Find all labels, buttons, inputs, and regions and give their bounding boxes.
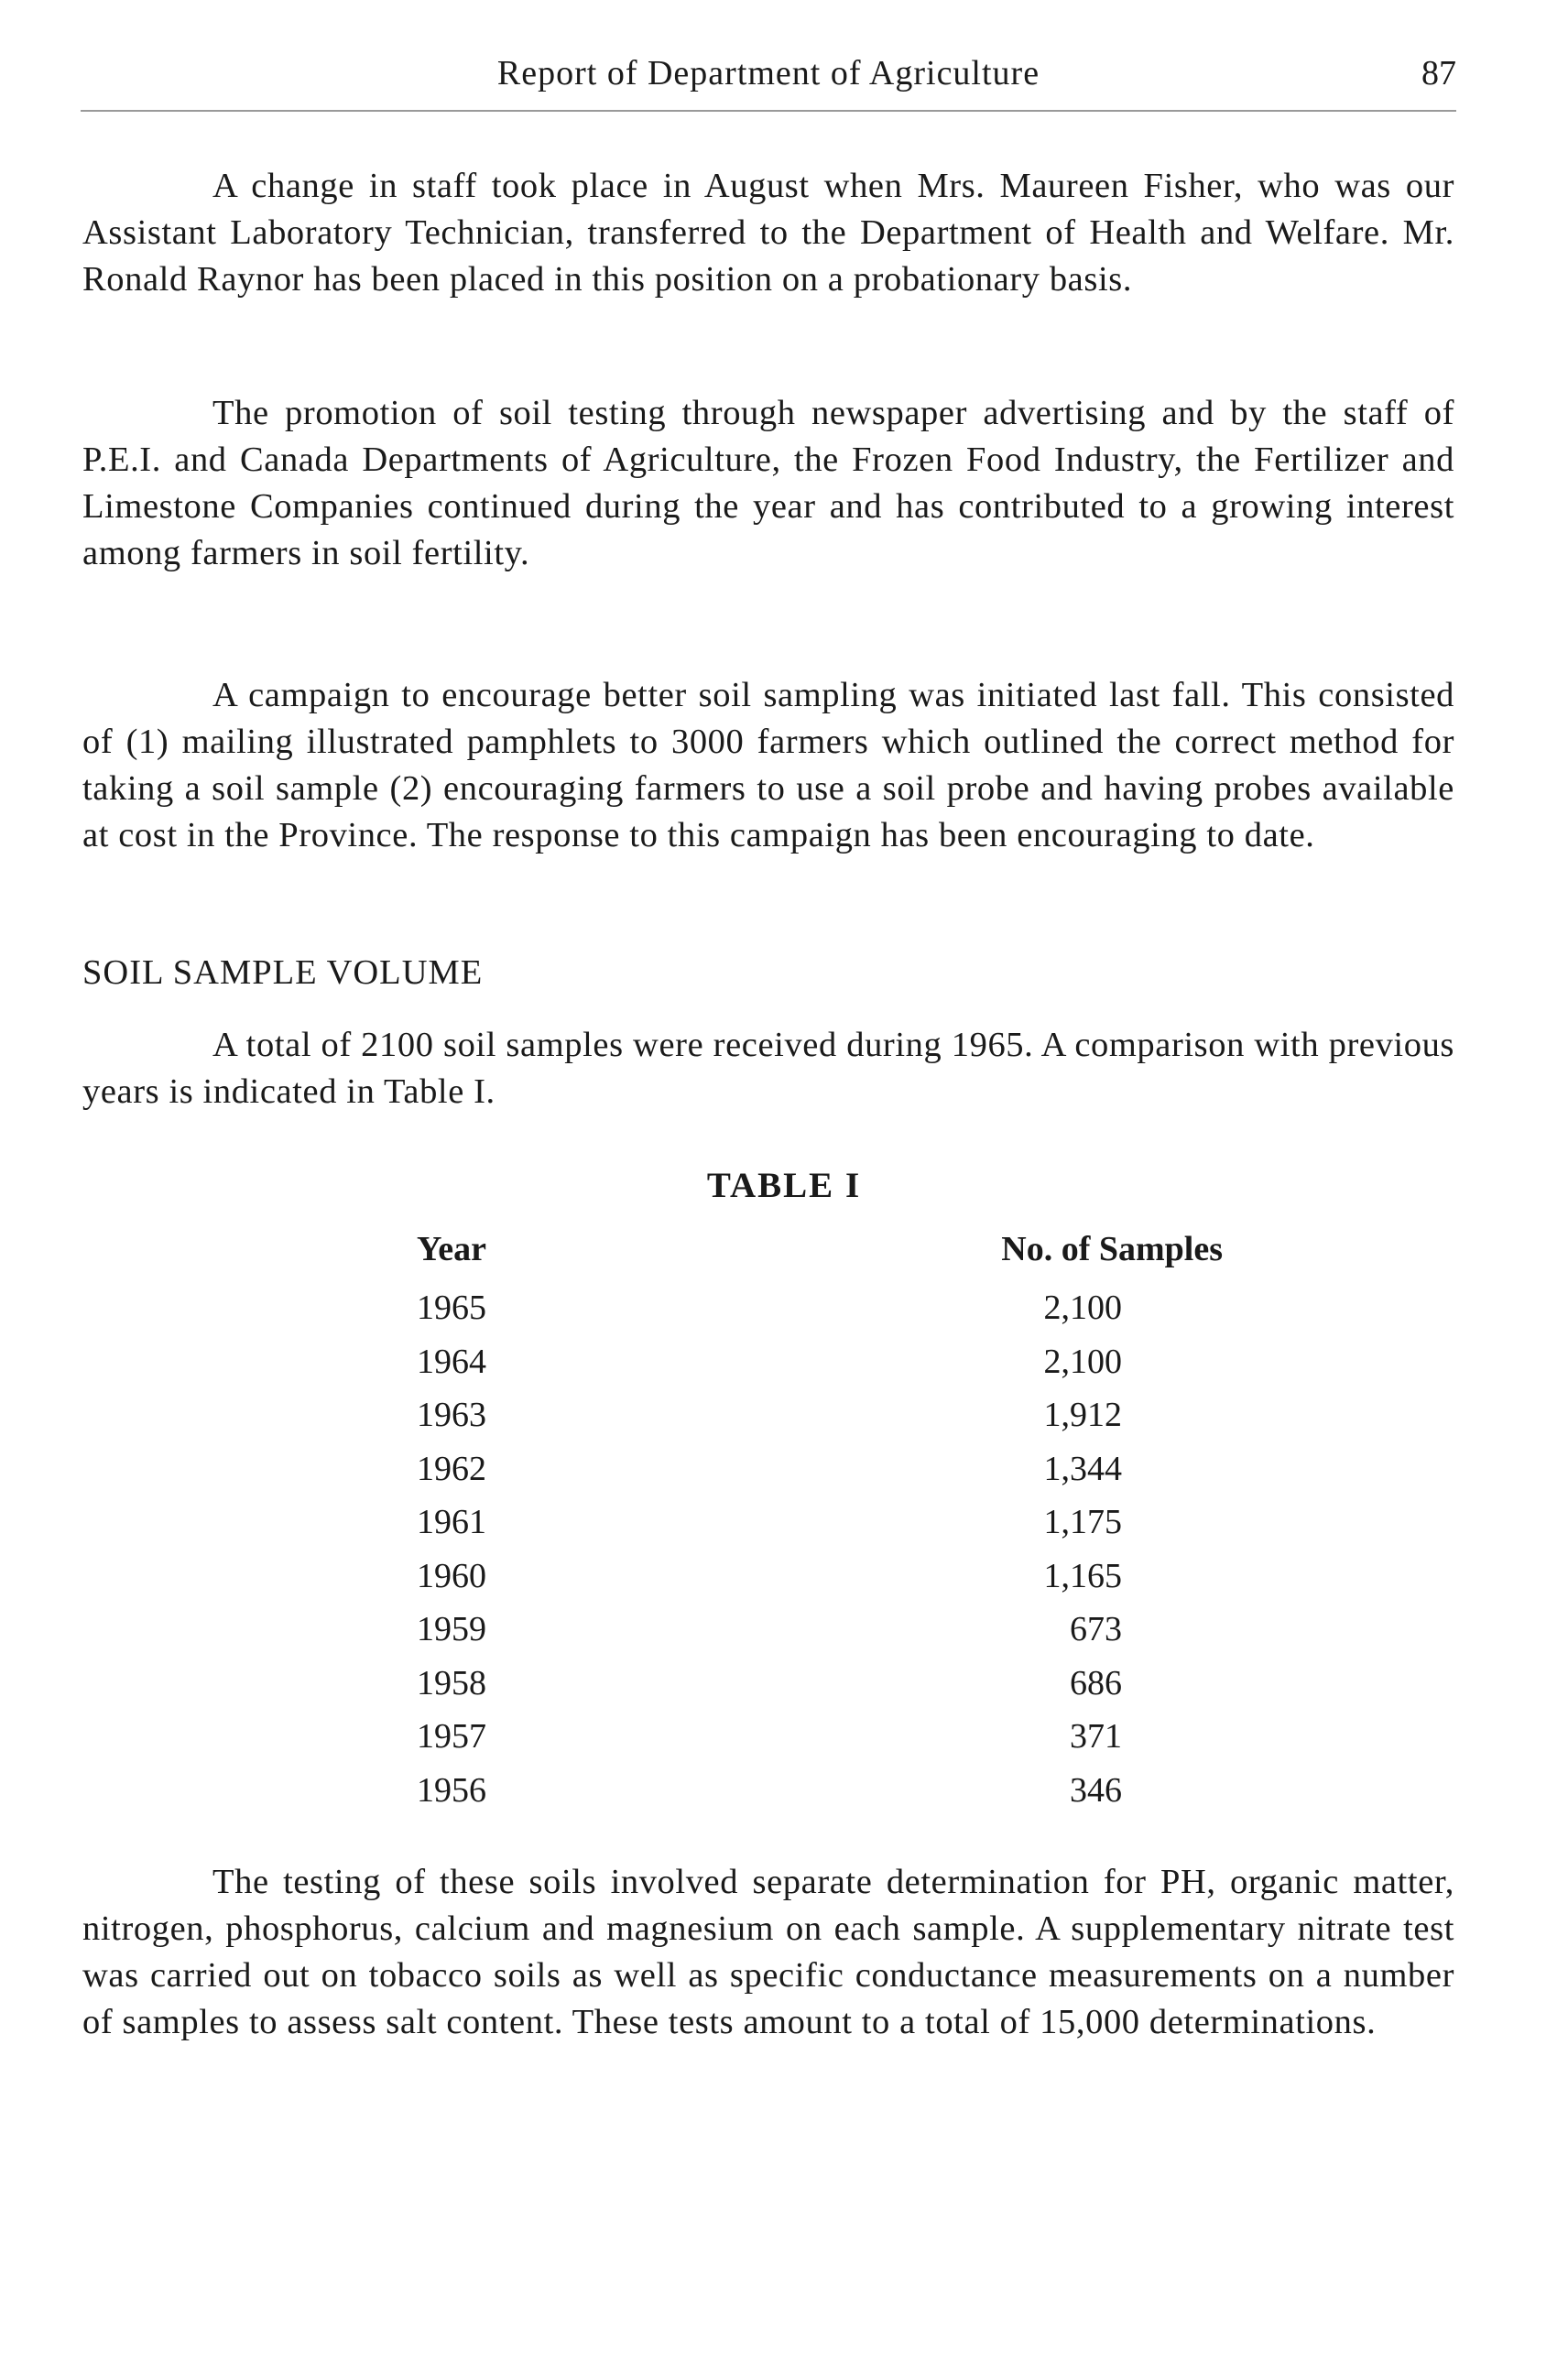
year-cell: 1965 [417,1289,486,1327]
table-row [417,1449,1223,1503]
samples-cell: 686 [1070,1663,1122,1702]
paragraph-sample-volume: A total of 2100 soil samples were received during 1965. A comparison with previous years is indicated in Table I. [82,1026,1454,1111]
running-title: Report of Department of Agriculture [496,54,1040,92]
table-row [417,1342,1223,1396]
table-row [417,1556,1223,1610]
samples-cell: 2,100 [1043,1342,1122,1381]
year-cell: 1962 [417,1449,486,1488]
table-row [417,1502,1223,1556]
year-cell: 1964 [417,1342,486,1381]
samples-cell: 371 [1070,1717,1122,1756]
header-rule [81,110,1456,112]
year-cell: 1959 [417,1610,486,1648]
year-cell: 1957 [417,1717,486,1756]
samples-cell: 1,165 [1043,1556,1122,1595]
year-cell: 1958 [417,1663,486,1702]
samples-cell: 1,344 [1043,1449,1122,1488]
table-row [417,1288,1223,1342]
year-cell: 1960 [417,1556,486,1595]
running-head [81,53,1456,108]
table-header-row [417,1229,1223,1288]
column-header-year: Year [417,1230,486,1268]
table-row [417,1716,1223,1770]
year-cell: 1956 [417,1770,486,1810]
column-header-samples: No. of Samples [1001,1230,1223,1268]
samples-cell: 346 [1070,1770,1122,1810]
paragraph-staff-change: A change in staff took place in August when Mrs. Maureen Fisher, who was our Assistant Laboratory Technician, transferred to the Department of Health and Welfare. Mr. Ronald Raynor has been placed in this position on a probationary basis. [82,167,1454,299]
paragraph-promotion: The promotion of soil testing through newspaper advertising and by the staff of P.E.I. and Canada Departments of Agriculture, the Frozen Food Industry, the Fertilizer and Limestone Companies continued during the year and has contributed to a growing interest among farmers in soil fertility. [82,394,1454,572]
paragraph-testing: The testing of these soils involved separate determination for PH, organic matter, nitrogen, phosphorus, calcium and magnesium on each sample. A supplementary nitrate test was carried out on tobacco soils as well as specific conductance measurements on a number of samples to assess salt content. These tests amount to a total of 15,000 determinations. [82,1863,1454,2041]
section-heading: SOIL SAMPLE VOLUME [82,953,484,992]
year-cell: 1963 [417,1396,486,1434]
samples-table [417,1229,1223,1823]
year-cell: 1961 [417,1503,486,1541]
samples-cell: 2,100 [1043,1289,1122,1327]
table-row [417,1609,1223,1663]
samples-cell: 673 [1070,1610,1122,1648]
table-row [417,1663,1223,1717]
paragraph-campaign: A campaign to encourage better soil sampling was initiated last fall. This consisted of (1) mailing illustrated pamphlets to 3000 farmers which outlined the correct method for taking a soil sample (2) encouraging farmers to use a soil probe and having probes available at cost in the Province. The response to this campaign has been encouraging to date. [82,676,1454,854]
table-title: TABLE I [706,1166,862,1205]
page-number: 87 [1421,54,1456,92]
table-row [417,1770,1223,1824]
samples-cell: 1,912 [1043,1396,1122,1434]
samples-cell: 1,175 [1043,1503,1122,1541]
table-row [417,1395,1223,1449]
